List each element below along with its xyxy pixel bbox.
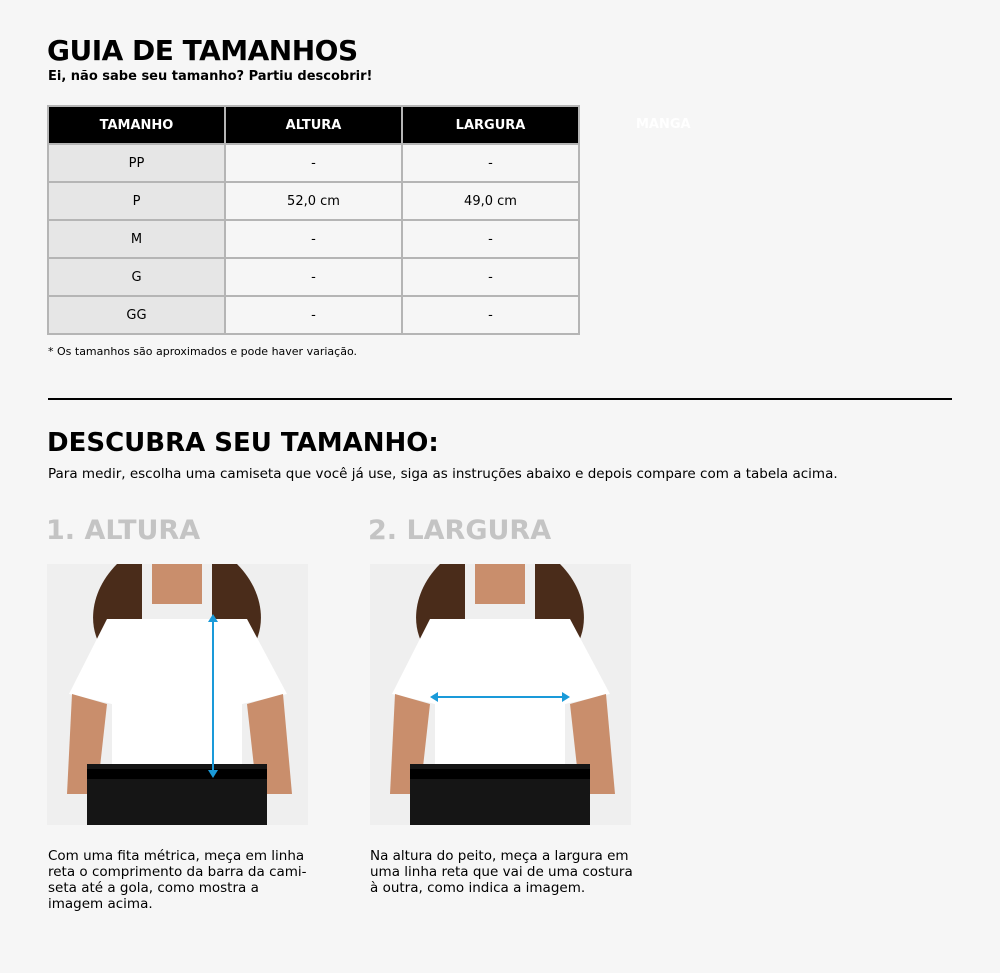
size-cell: M [48,220,225,258]
step-largura-title: 2. LARGURA [368,515,552,546]
largura-cell: - [402,220,579,258]
section-intro: Para medir, escolha uma camiseta que você já use, siga as instruções abaixo e depois compare com a tabela acima. [48,466,838,482]
altura-cell: 52,0 cm [225,182,402,220]
largura-cell: - [402,296,579,334]
step-altura-text: Com uma fita métrica, meça em linha reta o comprimento da barra da cami-seta até a gola, como mostra a imagem acima. [48,848,307,912]
table-row [48,144,579,182]
table-row [48,220,579,258]
header-tamanho: TAMANHO [48,106,225,144]
size-cell: G [48,258,225,296]
step-altura-title: 1. ALTURA [46,515,201,546]
table-row [48,258,579,296]
page-title: GUIA DE TAMANHOS [47,34,358,67]
largura-cell: - [402,258,579,296]
largura-cell: 49,0 cm [402,182,579,220]
page-subtitle: Ei, não sabe seu tamanho? Partiu descobrir! [48,69,373,84]
size-note: * Os tamanhos são aproximados e pode haver variação. [48,345,357,358]
header-manga: MANGA [636,117,691,132]
size-cell: P [48,182,225,220]
section-title: DESCUBRA SEU TAMANHO: [47,428,439,458]
altura-measure-image [47,564,308,825]
step-largura-text: Na altura do peito, meça a largura em uma linha reta que vai de uma costura à outra, como indica a imagem. [370,848,633,896]
divider [48,398,952,400]
size-table [47,105,580,335]
size-cell: PP [48,144,225,182]
altura-cell: - [225,220,402,258]
altura-cell: - [225,296,402,334]
table-row [48,182,579,220]
size-cell: GG [48,296,225,334]
table-row [48,296,579,334]
header-altura: ALTURA [225,106,402,144]
header-largura: LARGURA [402,106,579,144]
altura-cell: - [225,144,402,182]
altura-cell: - [225,258,402,296]
largura-cell: - [402,144,579,182]
largura-measure-image [370,564,631,825]
